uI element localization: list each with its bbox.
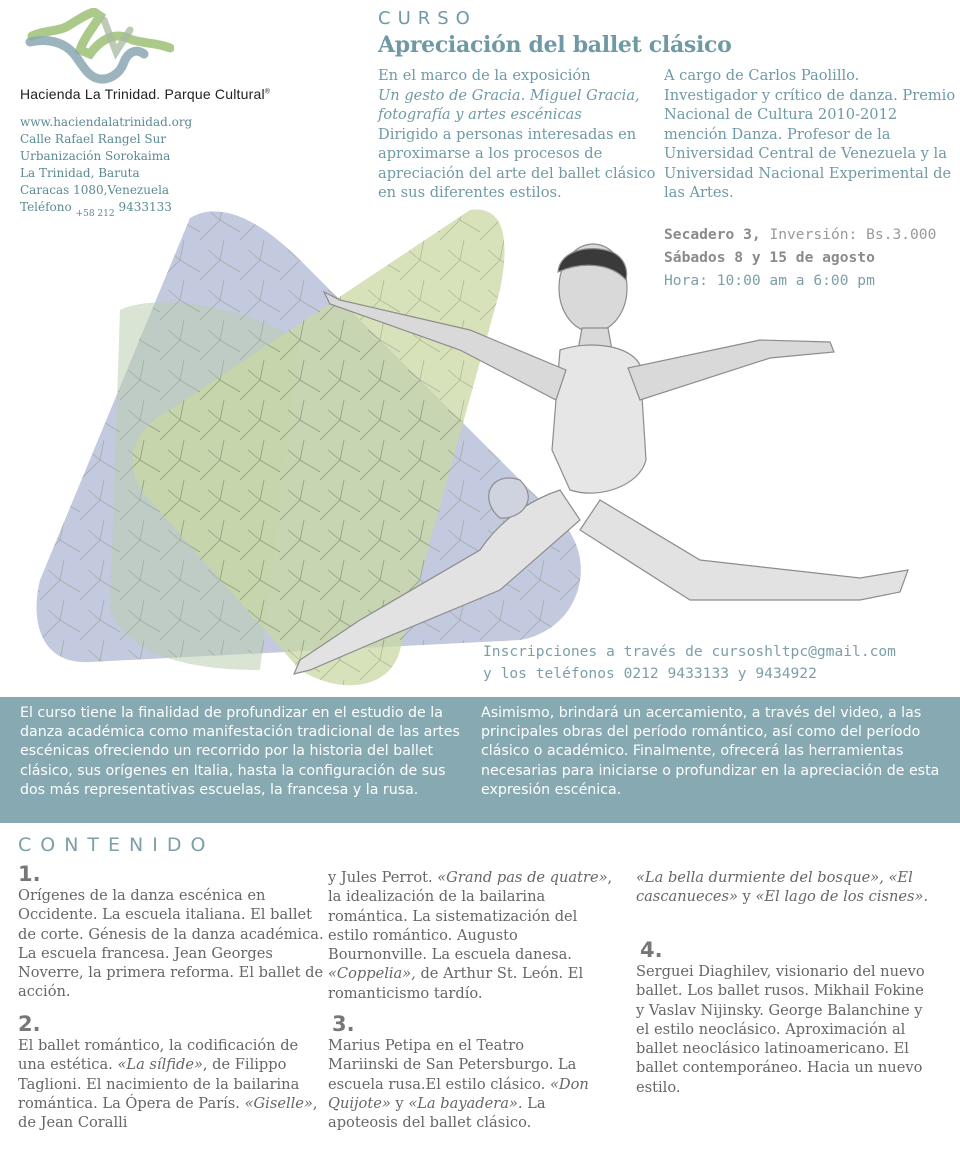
hacienda-logo (24, 8, 174, 86)
email-link[interactable]: cursoshltpc@gmail.com (711, 643, 896, 660)
band-text-left: El curso tiene la finalidad de profundizar en el estudio de la danza académica como manifestación tradicional de las artes escénicas ofreciendo un recorrido por la historia del ballet clásico, sus orígenes en Italia, hasta la configuración de sus dos más representativas escuelas, la francesa y la rusa. (20, 705, 460, 798)
price: Inversión: Bs.3.000 (760, 226, 937, 243)
teacher-info: A cargo de Carlos Paolillo. Investigador y crítico de danza. Premio Nacional de Cultura 2010-2012 mención Danza. Profesor de la Universidad Central de Venezuela y la Universidad Nacional Experimental de las Artes. (664, 67, 956, 201)
address-line: Urbanización Sorokaima (20, 149, 171, 163)
course-title: Apreciación del ballet clásico (378, 32, 732, 58)
section-3-continued: «La bella durmiente del bosque», «El cascanueces» y «El lago de los cisnes». (636, 869, 929, 906)
venue: Secadero 3, (664, 226, 761, 243)
phone-line: Teléfono $_{+58 212}$ 9433133 (20, 200, 172, 219)
section-number: 4. (640, 938, 663, 962)
exhibition-name: Un gesto de Gracia. Miguel Gracia, fotografía y artes escénicas (378, 86, 640, 123)
phones: y los teléfonos 0212 9433133 y 9434922 (483, 665, 817, 682)
address-line: Caracas 1080,Venezuela (20, 183, 170, 197)
section-number: 1. (18, 862, 41, 886)
address-line: Calle Rafael Rangel Sur (20, 132, 167, 146)
hours: Hora: 10:00 am a 6:00 pm (664, 272, 875, 289)
section-number: 3. (332, 1012, 355, 1036)
content-heading: CONTENIDO (18, 834, 215, 856)
decorative-artwork (0, 200, 960, 700)
section-2-text: El ballet romántico, la codificación de una estética. «La sílfide», de Filippo Taglioni. El nacimiento de la bailarina romántica. La Ópera de París. «Giselle», de Jean Coralli (18, 1037, 318, 1132)
address-line: La Trinidad, Baruta (20, 166, 140, 180)
band-text-right: Asimismo, brindará un acercamiento, a través del video, a las principales obras del período romántico, así como del período clásico o académico. Finalmente, ofrecerá las herramientas necesarias para iniciarse o profundizar en la apreciación de esta expresión escénica. (481, 705, 940, 798)
inscriptions: Inscripciones a través de cursoshltpc@gmail.com y los teléfonos 0212 9433133 y 9434922 (483, 641, 896, 685)
brand-name: Hacienda La Trinidad. Parque Cultural® (20, 86, 271, 102)
course-intro: En el marco de la exposición Un gesto de Gracia. Miguel Gracia, fotografía y artes escénicas Dirigido a personas interesadas en aproximarse a los procesos de apreciación del arte del ballet clásico en sus diferentes estilos. (378, 67, 656, 201)
website-link[interactable]: www.haciendalatrinidad.org (20, 115, 193, 129)
course-kicker: CURSO (378, 8, 477, 29)
section-1-text: Orígenes de la danza escénica en Occidente. La escuela italiana. El ballet de corte. Génesis de la danza académica. La escuela francesa. Jean Georges Noverre, la primera reforma. El ballet de acción. (18, 887, 324, 1001)
section-3-text: Marius Petipa en el Teatro Mariinski de San Petersburgo. La escuela rusa.El estilo clásico. «Don Quijote» y «La bayadera». La apoteosis del ballet clásico. (328, 1037, 589, 1132)
section-number: 2. (18, 1012, 41, 1036)
dates: Sábados 8 y 15 de agosto (664, 249, 875, 266)
section-2-continued: y Jules Perrot. «Grand pas de quatre», la idealización de la bailarina romántica. La sistematización del estilo romántico. Augusto Bournonville. La escuela danesa. «Coppelia», de Arthur St. León. El romanticismo tardío. (328, 869, 613, 1002)
section-4-text: Serguei Diaghilev, visionario del nuevo ballet. Los ballet rusos. Mikhail Fokine y Vaslav Nijinsky. George Balanchine y el estilo neoclásico. Aproximación al ballet neoclásico latinoamericano. El ballet contemporáneo. Hacia un nuevo estilo. (636, 963, 925, 1096)
